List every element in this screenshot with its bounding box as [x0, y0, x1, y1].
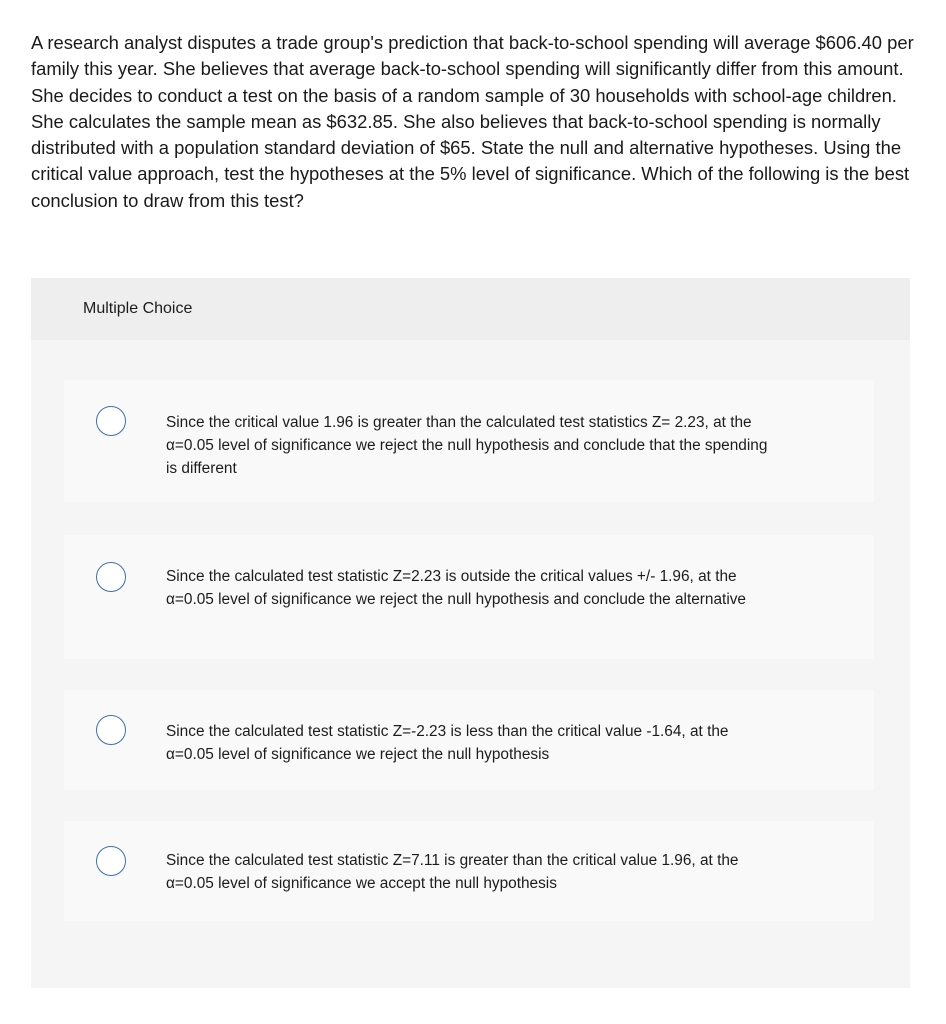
answer-option-label: Since the calculated test statistic Z=2.23 is outside the critical values +/- 1.96, at the α=0.05 level of significance we reject the null hypothesis and conclude the alternative [166, 568, 746, 608]
radio-button-icon[interactable] [96, 406, 126, 436]
multiple-choice-panel [31, 278, 910, 988]
multiple-choice-header [31, 278, 910, 340]
multiple-choice-label: Multiple Choice [83, 300, 193, 317]
answer-option-label: Since the calculated test statistic Z=-2.23 is less than the critical value -1.64, at the α=0.05 level of significance we reject the null hypothesis [166, 723, 729, 763]
radio-button-icon[interactable] [96, 715, 126, 745]
answer-option-label: Since the critical value 1.96 is greater than the calculated test statistics Z= 2.23, at the α=0.05 level of significance we reject the null hypothesis and conclude that the spending is different [166, 414, 768, 477]
answer-option-3[interactable] [64, 690, 874, 790]
question-text: A research analyst disputes a trade group's prediction that back-to-school spending will average $606.40 per family this year. She believes that average back-to-school spending will significantly differ from this amount. She decides to conduct a test on the basis of a random sample of 30 households with school-age children. She calculates the sample mean as $632.85. She also believes that back-to-school spending is normally distributed with a population standard deviation of $65. State the null and alternative hypotheses. Using the critical value approach, test the hypotheses at the 5% level of significance. Which of the following is the best conclusion to draw from this test? [31, 32, 914, 211]
answer-option-2[interactable] [64, 535, 874, 659]
radio-button-icon[interactable] [96, 562, 126, 592]
answer-option-1[interactable] [64, 380, 874, 502]
answer-option-label: Since the calculated test statistic Z=7.11 is greater than the critical value 1.96, at the α=0.05 level of significance we accept the null hypothesis [166, 852, 739, 892]
radio-button-icon[interactable] [96, 846, 126, 876]
answer-option-4[interactable] [64, 821, 874, 921]
